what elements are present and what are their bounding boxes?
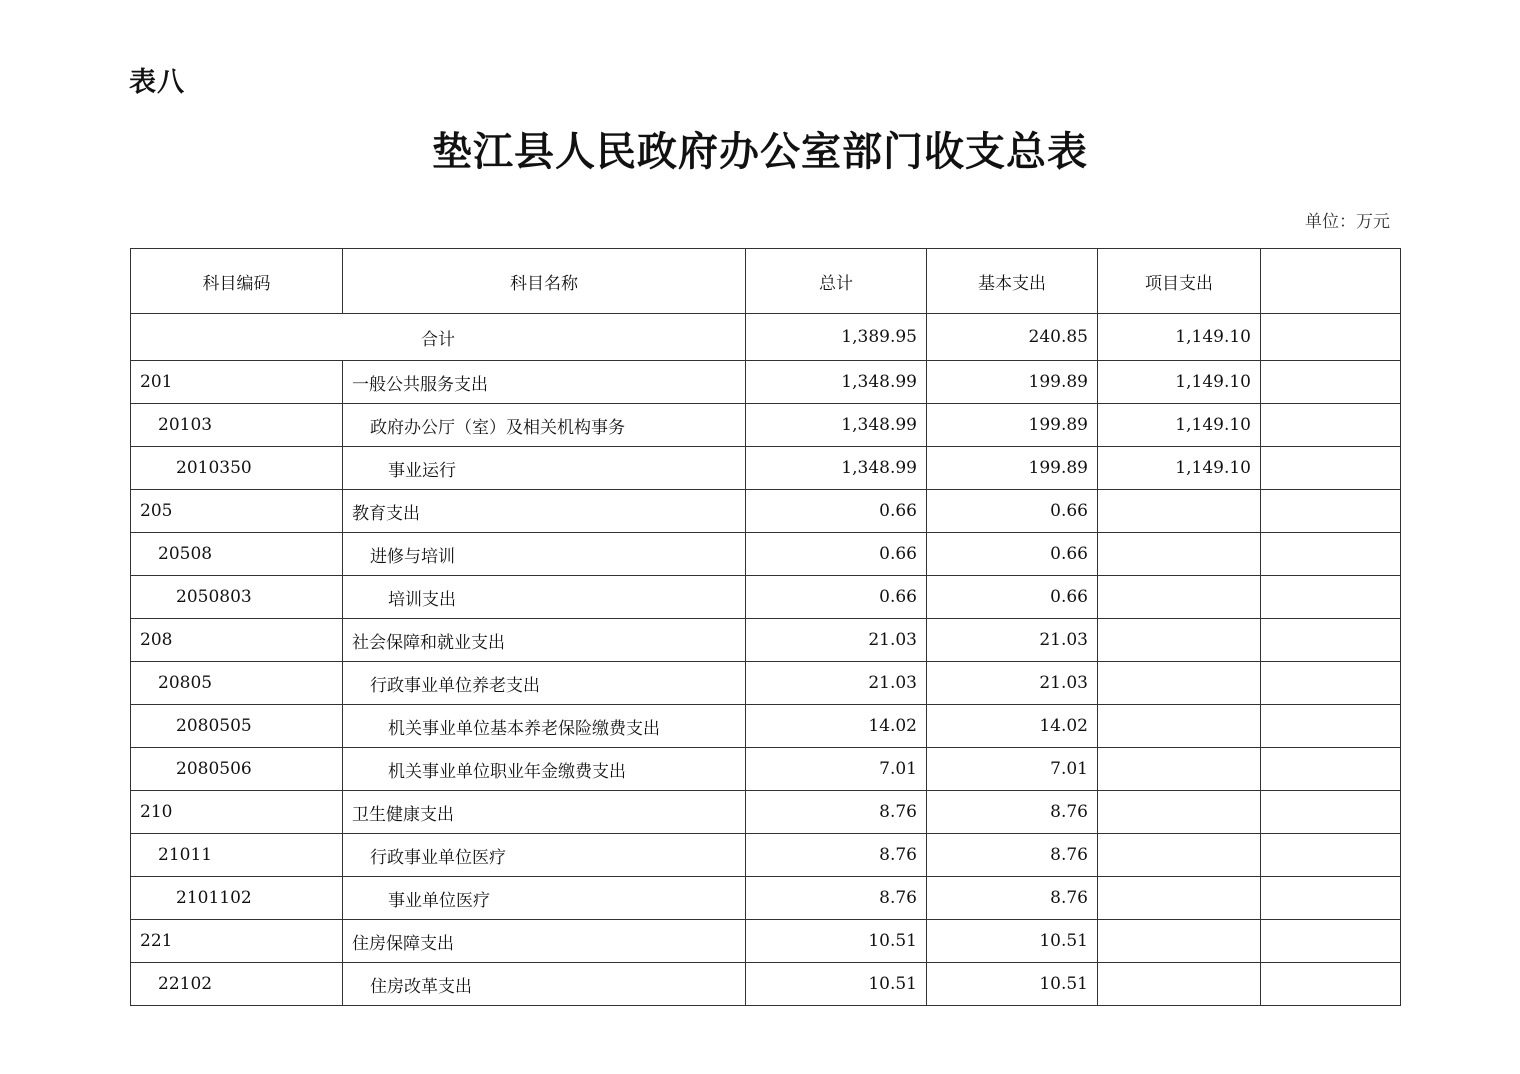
row-blank bbox=[1261, 748, 1401, 791]
row-basic: 10.51 bbox=[927, 920, 1098, 963]
row-code: 201 bbox=[131, 361, 343, 404]
row-code: 20805 bbox=[131, 662, 343, 705]
total-label: 合计 bbox=[131, 314, 746, 361]
row-project bbox=[1098, 748, 1261, 791]
row-project bbox=[1098, 490, 1261, 533]
row-total: 10.51 bbox=[746, 920, 927, 963]
budget-table bbox=[130, 248, 1401, 1006]
row-total: 8.76 bbox=[746, 791, 927, 834]
row-blank bbox=[1261, 662, 1401, 705]
total-project: 1,149.10 bbox=[1098, 314, 1261, 361]
row-basic: 8.76 bbox=[927, 791, 1098, 834]
row-basic: 8.76 bbox=[927, 834, 1098, 877]
row-name: 事业运行 bbox=[343, 447, 746, 490]
row-total: 14.02 bbox=[746, 705, 927, 748]
row-code: 2101102 bbox=[131, 877, 343, 920]
row-name: 机关事业单位基本养老保险缴费支出 bbox=[343, 705, 746, 748]
row-basic: 199.89 bbox=[927, 361, 1098, 404]
row-project bbox=[1098, 877, 1261, 920]
row-name: 培训支出 bbox=[343, 576, 746, 619]
row-name: 行政事业单位养老支出 bbox=[343, 662, 746, 705]
table-row bbox=[131, 877, 1401, 920]
row-blank bbox=[1261, 361, 1401, 404]
row-total: 8.76 bbox=[746, 877, 927, 920]
row-code: 20103 bbox=[131, 404, 343, 447]
row-project bbox=[1098, 576, 1261, 619]
col-header-blank bbox=[1261, 249, 1401, 314]
row-name: 住房保障支出 bbox=[343, 920, 746, 963]
row-name: 事业单位医疗 bbox=[343, 877, 746, 920]
row-total: 1,348.99 bbox=[746, 447, 927, 490]
total-blank bbox=[1261, 314, 1401, 361]
row-blank bbox=[1261, 576, 1401, 619]
row-basic: 10.51 bbox=[927, 963, 1098, 1006]
row-blank bbox=[1261, 963, 1401, 1006]
row-blank bbox=[1261, 490, 1401, 533]
row-blank bbox=[1261, 834, 1401, 877]
row-basic: 0.66 bbox=[927, 576, 1098, 619]
col-header-name: 科目名称 bbox=[343, 249, 746, 314]
row-basic: 0.66 bbox=[927, 490, 1098, 533]
table-row bbox=[131, 361, 1401, 404]
row-total: 0.66 bbox=[746, 576, 927, 619]
table-header-row bbox=[131, 249, 1401, 314]
row-code: 21011 bbox=[131, 834, 343, 877]
row-total: 0.66 bbox=[746, 533, 927, 576]
page-label: 表八 bbox=[129, 67, 185, 98]
row-total: 21.03 bbox=[746, 662, 927, 705]
row-basic: 199.89 bbox=[927, 447, 1098, 490]
row-blank bbox=[1261, 920, 1401, 963]
row-code: 2010350 bbox=[131, 447, 343, 490]
row-blank bbox=[1261, 705, 1401, 748]
row-project bbox=[1098, 963, 1261, 1006]
row-blank bbox=[1261, 877, 1401, 920]
row-name: 机关事业单位职业年金缴费支出 bbox=[343, 748, 746, 791]
table-row bbox=[131, 920, 1401, 963]
table-row bbox=[131, 619, 1401, 662]
total-row bbox=[131, 314, 1401, 361]
table-row bbox=[131, 791, 1401, 834]
row-basic: 21.03 bbox=[927, 662, 1098, 705]
row-project: 1,149.10 bbox=[1098, 447, 1261, 490]
table-row bbox=[131, 490, 1401, 533]
row-name: 卫生健康支出 bbox=[343, 791, 746, 834]
row-code: 210 bbox=[131, 791, 343, 834]
row-blank bbox=[1261, 791, 1401, 834]
table-row bbox=[131, 662, 1401, 705]
row-basic: 0.66 bbox=[927, 533, 1098, 576]
row-name: 住房改革支出 bbox=[343, 963, 746, 1006]
col-header-total: 总计 bbox=[746, 249, 927, 314]
row-basic: 199.89 bbox=[927, 404, 1098, 447]
row-basic: 14.02 bbox=[927, 705, 1098, 748]
row-code: 221 bbox=[131, 920, 343, 963]
row-name: 政府办公厅（室）及相关机构事务 bbox=[343, 404, 746, 447]
row-basic: 7.01 bbox=[927, 748, 1098, 791]
row-project: 1,149.10 bbox=[1098, 361, 1261, 404]
row-name: 进修与培训 bbox=[343, 533, 746, 576]
row-total: 7.01 bbox=[746, 748, 927, 791]
row-blank bbox=[1261, 447, 1401, 490]
row-project bbox=[1098, 619, 1261, 662]
col-header-basic: 基本支出 bbox=[927, 249, 1098, 314]
row-total: 1,348.99 bbox=[746, 404, 927, 447]
row-code: 2080505 bbox=[131, 705, 343, 748]
row-name: 教育支出 bbox=[343, 490, 746, 533]
row-project: 1,149.10 bbox=[1098, 404, 1261, 447]
table-row bbox=[131, 533, 1401, 576]
row-code: 2080506 bbox=[131, 748, 343, 791]
col-header-code: 科目编码 bbox=[131, 249, 343, 314]
row-basic: 21.03 bbox=[927, 619, 1098, 662]
page-title: 垫江县人民政府办公室部门收支总表 bbox=[432, 128, 1088, 175]
row-name: 社会保障和就业支出 bbox=[343, 619, 746, 662]
row-total: 10.51 bbox=[746, 963, 927, 1006]
row-project bbox=[1098, 662, 1261, 705]
table-row bbox=[131, 705, 1401, 748]
row-code: 20508 bbox=[131, 533, 343, 576]
row-total: 8.76 bbox=[746, 834, 927, 877]
row-basic: 8.76 bbox=[927, 877, 1098, 920]
row-project bbox=[1098, 533, 1261, 576]
table-row bbox=[131, 404, 1401, 447]
col-header-project: 项目支出 bbox=[1098, 249, 1261, 314]
row-project bbox=[1098, 705, 1261, 748]
row-total: 1,348.99 bbox=[746, 361, 927, 404]
total-basic: 240.85 bbox=[927, 314, 1098, 361]
row-project bbox=[1098, 791, 1261, 834]
table-row bbox=[131, 447, 1401, 490]
row-blank bbox=[1261, 533, 1401, 576]
row-blank bbox=[1261, 619, 1401, 662]
table-row bbox=[131, 963, 1401, 1006]
table-row bbox=[131, 748, 1401, 791]
table-row bbox=[131, 834, 1401, 877]
unit-label: 单位：万元 bbox=[1305, 212, 1390, 232]
row-name: 一般公共服务支出 bbox=[343, 361, 746, 404]
row-project bbox=[1098, 834, 1261, 877]
row-name: 行政事业单位医疗 bbox=[343, 834, 746, 877]
row-code: 2050803 bbox=[131, 576, 343, 619]
total-total: 1,389.95 bbox=[746, 314, 927, 361]
row-code: 205 bbox=[131, 490, 343, 533]
row-blank bbox=[1261, 404, 1401, 447]
table-row bbox=[131, 576, 1401, 619]
row-code: 22102 bbox=[131, 963, 343, 1006]
row-project bbox=[1098, 920, 1261, 963]
row-total: 21.03 bbox=[746, 619, 927, 662]
row-code: 208 bbox=[131, 619, 343, 662]
row-total: 0.66 bbox=[746, 490, 927, 533]
